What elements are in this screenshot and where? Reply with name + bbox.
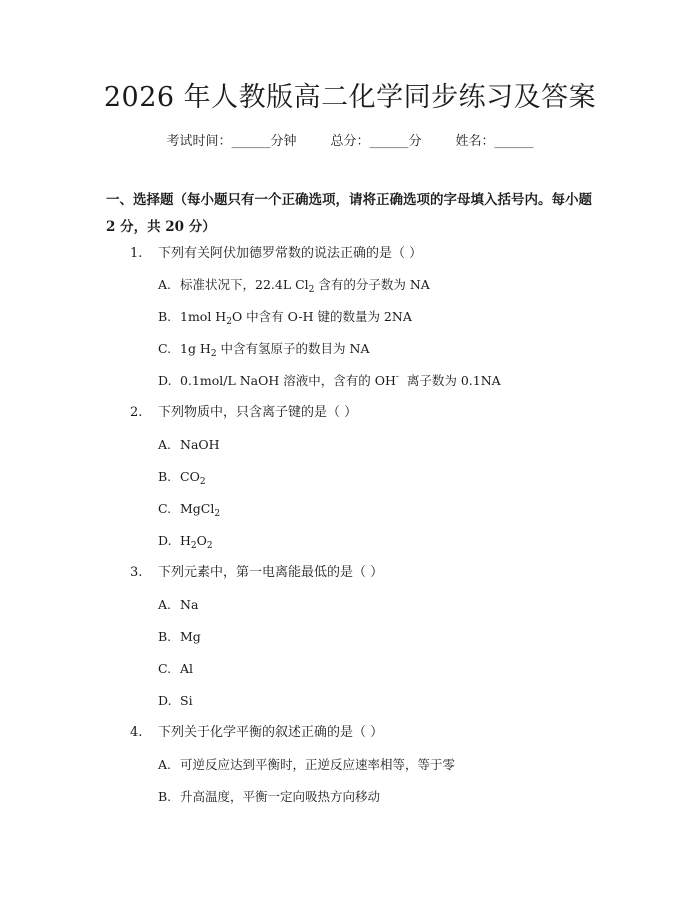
option-key: D. (158, 373, 172, 388)
superscript: - (395, 372, 399, 382)
option-text: H (180, 533, 191, 548)
option-key: A. (158, 277, 172, 292)
question-text: 下列有关阿伏加德罗常数的说法正确的是（ ） (158, 246, 423, 261)
document-title: 2026 年人教版高二化学同步练习及答案 (103, 82, 597, 113)
option-key: A. (158, 597, 172, 612)
question-3 (130, 563, 383, 583)
option-3a (158, 595, 198, 615)
option-text: 含有的分子数为 NA (314, 277, 430, 292)
option-key: B. (158, 309, 172, 324)
option-3c (158, 659, 193, 679)
option-4b (158, 787, 380, 807)
option-1a (158, 275, 430, 295)
option-text: 升高温度，平衡一定向吸热方向移动 (180, 789, 381, 804)
exam-time-field: 考试时间：______分钟 (166, 134, 297, 149)
question-number: 3. (130, 565, 143, 580)
option-1d (158, 371, 501, 391)
question-4 (130, 723, 383, 743)
subscript: 2 (308, 285, 315, 295)
option-text: Si (180, 693, 193, 708)
option-2c (158, 499, 220, 519)
option-key: C. (158, 501, 172, 516)
option-text: MgCl (180, 501, 215, 516)
option-key: D. (158, 693, 172, 708)
option-3b (158, 627, 201, 647)
option-key: A. (158, 437, 172, 452)
option-key: B. (158, 789, 172, 804)
subscript: 2 (206, 541, 213, 551)
option-text: Al (180, 661, 194, 676)
subscript: 2 (226, 317, 232, 327)
option-key: C. (158, 661, 172, 676)
option-text: 1mol H (180, 309, 227, 324)
question-text: 下列元素中，第一电离能最低的是（ ） (158, 565, 384, 580)
option-4a (158, 755, 455, 775)
question-number: 2. (130, 405, 143, 420)
option-key: A. (158, 757, 172, 772)
option-text: CO (180, 469, 200, 484)
subscript: 2 (214, 509, 221, 519)
question-text: 下列物质中，只含离子键的是（ ） (158, 405, 358, 420)
option-key: D. (158, 533, 172, 548)
question-number: 4. (130, 725, 143, 740)
option-3d (158, 691, 193, 711)
option-text: 离子数为 0.1NA (398, 373, 501, 388)
option-text: 标准状况下，22.4L Cl (180, 277, 309, 292)
option-2d (158, 531, 213, 551)
name-field: 姓名：______ (455, 134, 534, 149)
option-text: Na (180, 597, 199, 612)
question-text: 下列关于化学平衡的叙述正确的是（ ） (158, 725, 384, 740)
question-1 (130, 244, 422, 264)
total-score-field: 总分：______分 (330, 134, 422, 149)
question-number: 1. (130, 246, 143, 261)
option-key: B. (158, 629, 172, 644)
option-1c (158, 339, 370, 359)
option-text: NaOH (180, 437, 220, 452)
option-2b (158, 467, 206, 487)
subscript: 2 (199, 477, 206, 487)
subscript: 2 (210, 349, 217, 359)
option-key: B. (158, 469, 172, 484)
option-text: 中含有氢原子的数目为 NA (216, 341, 370, 356)
exam-info (0, 132, 700, 152)
option-key: C. (158, 341, 172, 356)
option-text: 可逆反应达到平衡时，正逆反应速率相等，等于零 (180, 757, 456, 772)
question-2 (130, 403, 357, 423)
option-text: 1g H (180, 341, 211, 356)
section-heading: 一、选择题（每小题只有一个正确选项，请将正确选项的字母填入括号内。每小题 2 分，共 20 分） (106, 192, 592, 235)
option-text: O (196, 533, 207, 548)
option-text: 0.1mol/L NaOH 溶液中，含有的 OH (180, 373, 396, 388)
option-1b (158, 307, 412, 327)
option-2a (158, 435, 220, 455)
subscript: 2 (190, 541, 197, 551)
option-text: Mg (180, 629, 201, 644)
option-text: O 中含有 O-H 键的数量为 2NA (231, 309, 412, 324)
